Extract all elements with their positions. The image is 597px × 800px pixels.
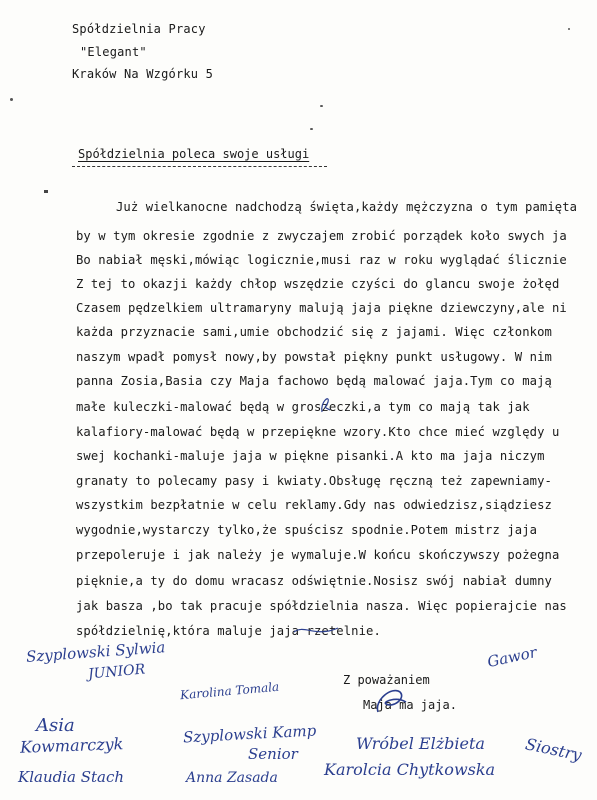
handwritten-signature: JUNIOR xyxy=(87,661,146,683)
signature-flourish xyxy=(372,682,412,718)
body-line: swej kochanki-maluje jaja w piękne pisanki.A kto ma jaja niczym xyxy=(76,449,545,463)
subject-dashed-rule xyxy=(72,166,327,167)
body-line: panna Zosia,Basia czy Maja fachowo będą malować jaja.Tym co mają xyxy=(76,374,552,388)
handwritten-signature: Anna Zasada xyxy=(186,770,278,786)
body-line: by w tym okresie zgodnie z zwyczajem zrobić porządek koło swych ja xyxy=(76,229,567,243)
handwritten-signature: Klaudia Stach xyxy=(18,768,125,786)
body-line: kalafiory-malować będą w przepiękne wzory.Kto chce mieć względy u xyxy=(76,425,560,439)
handwritten-signature: Karolina Tomala xyxy=(179,679,280,703)
body-line: Z tej to okazji każdy chłop wszędzie czyści do glancu swoje żołęd xyxy=(76,277,560,291)
body-line: jak basza ,bo tak pracuje spółdzielnia nasza. Więc popierajcie nas xyxy=(76,599,567,613)
header-name: "Elegant" xyxy=(80,45,147,59)
body-line: Czasem pędzelkiem ultramaryny malują jaja piękne dziewczyny,ale ni xyxy=(76,301,567,315)
body-line: przepoleruje i jak należy je wymaluje.W końcu skończywszy pożegna xyxy=(76,548,560,562)
body-line: naszym wpadł pomysł nowy,by powstał piękny punkt usługowy. W nim xyxy=(76,350,552,364)
body-line: wygodnie,wystarczy tylko,że spuścisz spodnie.Potem mistrz jaja xyxy=(76,523,538,537)
closing-signature: Maja ma jaja. xyxy=(363,698,457,712)
ink-correction xyxy=(318,392,334,414)
body-line: Bo nabiał męski,mówiąc logicznie,musi raz w roku wyglądać ślicznie xyxy=(76,253,567,267)
scan-speck xyxy=(10,98,13,101)
handwritten-signature: Gawor xyxy=(485,643,539,671)
body-line: małe kuleczki-malować będą w groszeczki,a tym co mają tak jak xyxy=(76,400,530,414)
letter-subject: Spółdzielnia poleca swoje usługi xyxy=(78,147,310,161)
handwritten-signature: Szyplowski Kamp xyxy=(182,721,317,747)
handwritten-signature: Senior xyxy=(248,745,298,763)
header-organization: Spółdzielnia Pracy xyxy=(72,22,206,36)
handwritten-signature: Szyplowski Sylwia xyxy=(25,638,166,666)
body-line: spółdzielnię,która maluje jaja rzetelnie. xyxy=(76,624,381,638)
handwritten-signature: Kowmarczyk xyxy=(19,734,124,757)
body-line: Już wielkanocne nadchodzą święta,każdy mężczyzna o tym pamięta xyxy=(116,200,578,214)
scan-speck xyxy=(320,105,323,107)
body-line: granaty to polecamy pasy i kwiaty.Obsługę ręczną też zapewniamy- xyxy=(76,474,552,488)
handwritten-signature: Siostry xyxy=(523,734,584,765)
body-line: pięknie,a ty do domu wracasz odświętnie.Nosisz swój nabiał dumny xyxy=(76,574,552,588)
handwritten-signature: Karolcia Chytkowska xyxy=(324,760,496,779)
header-address: Kraków Na Wzgórku 5 xyxy=(72,67,214,81)
handwritten-signature: Wróbel Elżbieta xyxy=(356,734,485,753)
body-line: każda przyznacie sami,umie obchodzić się z jajami. Więc członkom xyxy=(76,325,552,339)
closing-greeting: Z poważaniem xyxy=(343,673,430,687)
handwritten-signature: Asia xyxy=(36,715,75,736)
scan-speck xyxy=(310,128,313,130)
body-line: wszystkim bezpłatnie w celu reklamy.Gdy nas odwiedzisz,siądziesz xyxy=(76,498,552,512)
ink-strike xyxy=(292,620,340,640)
scan-speck xyxy=(568,28,570,30)
margin-mark xyxy=(44,190,48,193)
